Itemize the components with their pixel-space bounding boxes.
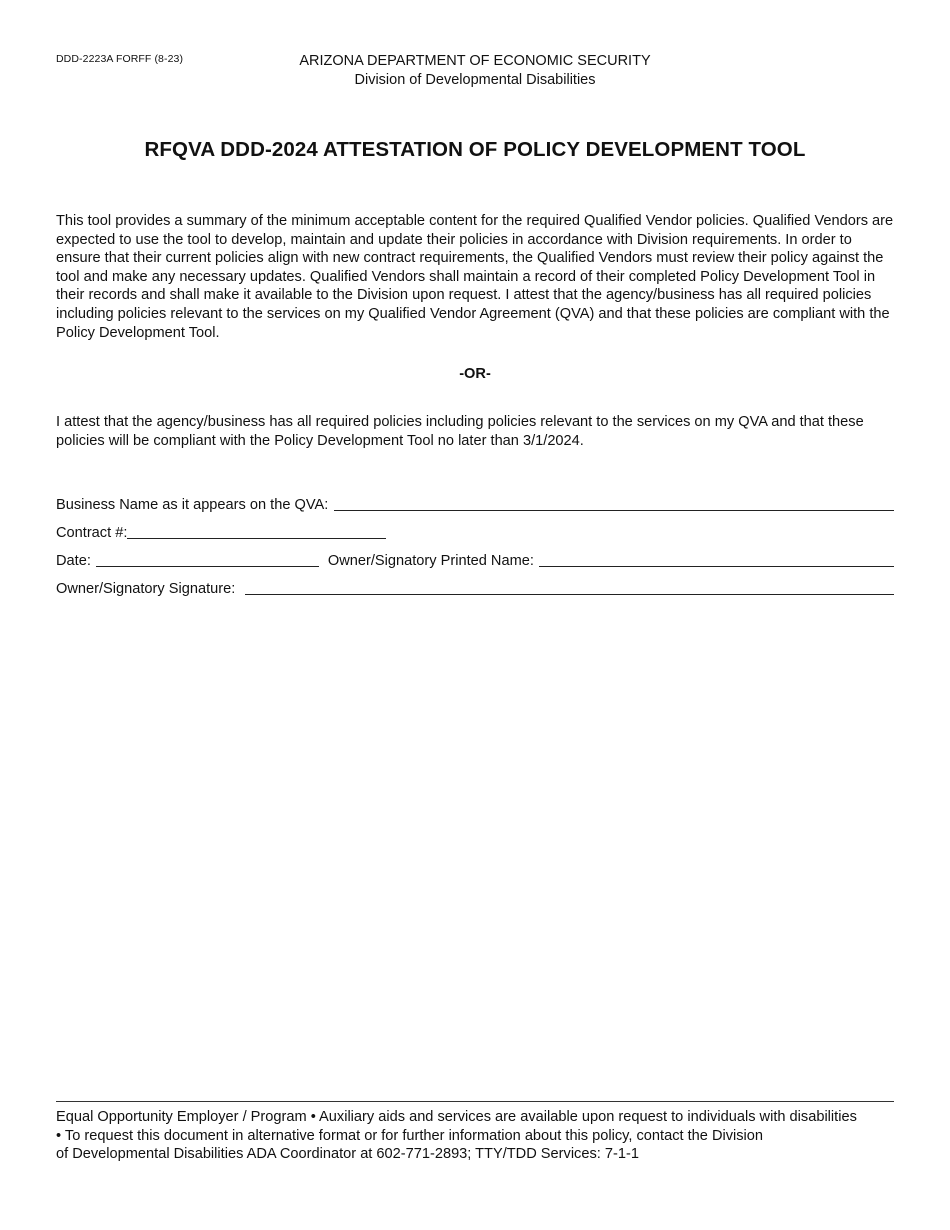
footer-notice [56,1108,906,1164]
printed-name-field[interactable] [539,550,894,567]
business-name-row [56,494,894,514]
agency-name: ARIZONA DEPARTMENT OF ECONOMIC SECURITY [299,53,651,69]
footer-line-2: • To request this document in alternative format or for further information about this policy, contact the Division [56,1127,764,1144]
agency-header [0,52,950,90]
business-name-field[interactable] [334,494,894,511]
date-name-row [56,550,894,570]
contract-row [56,522,894,542]
date-label: Date: [56,553,91,569]
printed-name-label: Owner/Signatory Printed Name: [327,553,534,569]
date-field[interactable] [96,550,319,567]
contract-number-field[interactable] [127,522,386,539]
division-name: Division of Developmental Disabilities [354,72,596,88]
footer-divider [56,1101,894,1102]
signature-label: Owner/Signatory Signature: [56,581,236,597]
business-name-label: Business Name as it appears on the QVA: [56,497,329,513]
signature-field[interactable] [245,578,894,595]
attestation-paragraph-2: I attest that the agency/business has all required policies including policies relevant to the services on my QVA and that these policies will be compliant with the Policy Development Tool no later than 3/1/2024. [56,414,864,449]
form-code: DDD-2223A FORFF (8-23) [56,53,184,65]
footer-line-3: of Developmental Disabilities ADA Coordinator at 602-771-2893; TTY/TDD Services: 7-1-1 [56,1146,639,1163]
page-title: RFQVA DDD-2024 ATTESTATION OF POLICY DEVELOPMENT TOOL [144,138,806,161]
attestation-paragraph-1: This tool provides a summary of the minimum acceptable content for the required Qualified Vendor policies. Qualified Vendors are expected to use the tool to develop, maintain and update their policies in accordance with Division requirements. In order to ensure that their current policies align with new contract requirements, the Qualified Vendors must review their policy against the tool and make any necessary updates. Qualified Vendors shall maintain a record of their completed Policy Development Tool in their records and shall make it available to the Division upon request. I attest that the agency/business has all required policies including policies relevant to the services on my Qualified Vendor Agreement (QVA) and that these policies are compliant with the Policy Development Tool. [56,213,894,341]
or-separator: -OR- [459,366,491,382]
contract-label: Contract #: [56,525,128,541]
signature-row [56,578,894,598]
footer-line-1: Equal Opportunity Employer / Program • Auxiliary aids and services are available upon request to individuals with disabilities [56,1109,857,1125]
